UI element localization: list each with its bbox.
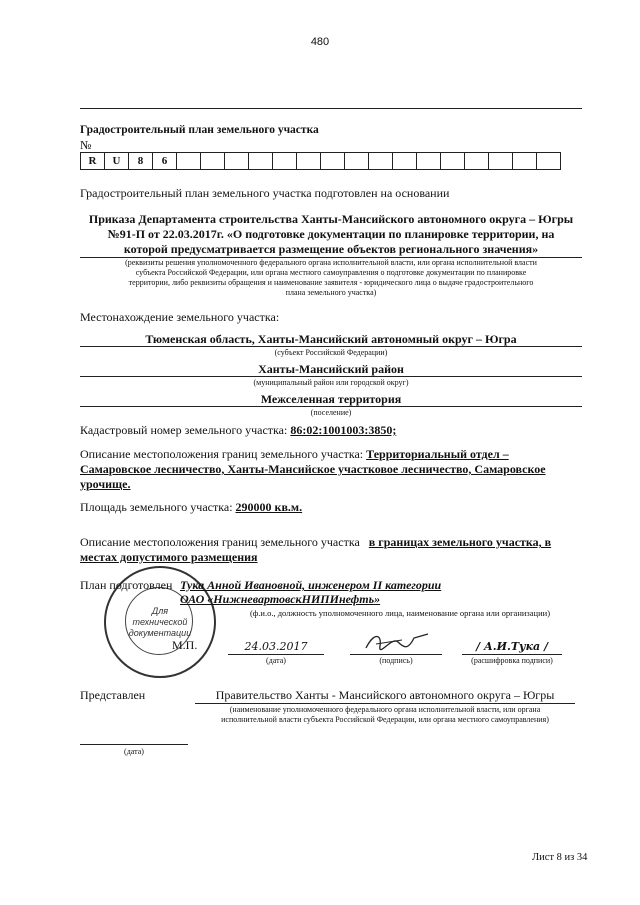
stamp-text-1: Для <box>151 606 169 616</box>
location-settlement: Межселенная территория <box>260 392 402 406</box>
plan-number-cell <box>177 153 201 170</box>
number-label: № <box>80 138 92 152</box>
basis-line-2: №91-П от 22.03.2017г. «О подготовке документации по планировке территории, на <box>107 227 555 241</box>
plan-number-cell: R <box>81 153 105 170</box>
basis-caption-1: (реквизиты решения уполномоченного федерального органа исполнительной власти, или органа исполнительной власти <box>125 258 537 267</box>
plan-number-row <box>81 153 561 170</box>
basis-line-3: которой предусматривается размещение объектов регионального значения» <box>123 242 539 256</box>
plan-number-cell <box>249 153 273 170</box>
cadastral-label: Кадастровый номер земельного участка: <box>80 423 288 437</box>
mp-label: М.П. <box>172 638 198 652</box>
document-title: Градостроительный план земельного участка <box>80 124 319 136</box>
boundaries-label: Описание местоположения границ земельного участка: <box>80 447 364 461</box>
basis-intro: Градостроительный план земельного участка подготовлен на основании <box>80 186 450 200</box>
presented-caption-1: (наименование уполномоченного федерального органа исполнительной власти, или органа <box>229 705 541 714</box>
boundaries-value-3: урочище. <box>80 477 131 491</box>
date-line <box>228 654 324 655</box>
decoding-value: / А.И.Тука / <box>475 640 549 653</box>
plan-number-cell <box>417 153 441 170</box>
signature-caption: (подпись) <box>379 656 413 665</box>
placement-label: Описание местоположения границ земельного участка <box>80 535 360 549</box>
district-rule <box>80 376 582 377</box>
plan-number-cell <box>345 153 369 170</box>
subject-caption: (субъект Российской Федерации) <box>274 348 388 357</box>
settlement-caption: (поселение) <box>310 408 352 417</box>
basis-caption-4: плана земельного участка) <box>285 288 377 297</box>
plan-number-cell <box>369 153 393 170</box>
decoding-caption: (расшифровка подписи) <box>471 656 553 665</box>
plan-number-table <box>80 152 561 170</box>
prepared-by-2: ОАО «НижневартовскНИПИнефть» <box>180 592 381 606</box>
plan-number-cell <box>489 153 513 170</box>
page-number: 480 <box>310 36 330 48</box>
prepared-by-1: Тука Анной Ивановной, инженером II категории <box>180 578 442 592</box>
presented-date-line <box>80 744 188 745</box>
area-label: Площадь земельного участка: <box>80 500 233 514</box>
plan-number-cell <box>537 153 561 170</box>
plan-number-cell: 8 <box>129 153 153 170</box>
plan-number-cell <box>465 153 489 170</box>
plan-number-cell <box>201 153 225 170</box>
district-caption: (муниципальный район или городской округ) <box>253 378 409 387</box>
location-district: Ханты-Мансийский район <box>258 362 404 376</box>
plan-number-cell <box>321 153 345 170</box>
basis-caption-3: территории, либо реквизиты обращения и наименование заявителя - юридического лица о выдаче градостроительного <box>128 278 534 287</box>
plan-number-cell <box>225 153 249 170</box>
plan-number-cell <box>273 153 297 170</box>
plan-number-cell <box>441 153 465 170</box>
cadastral-value: 86:02:1001003:3850; <box>290 423 397 437</box>
placement-value-2: местах допустимого размещения <box>80 550 258 564</box>
prepared-by-caption: (ф.и.о., должность уполномоченного лица, наименование органа или организации) <box>249 608 551 618</box>
prepared-label: План подготовлен <box>80 578 173 592</box>
date-value: 24.03.2017 <box>244 640 308 653</box>
location-subject: Тюменская область, Ханты-Мансийский автономный округ – Югра <box>145 332 517 346</box>
basis-caption <box>80 258 582 298</box>
presented-label: Представлен <box>80 688 146 702</box>
settlement-rule <box>80 406 582 407</box>
presented-caption <box>180 705 590 725</box>
presented-date-caption: (дата) <box>124 747 144 756</box>
stamp-text-2: технической <box>132 617 188 627</box>
presented-rule <box>195 703 575 704</box>
subject-rule <box>80 346 582 347</box>
stamp-text-3: документации <box>128 628 192 638</box>
top-rule <box>80 108 582 109</box>
stamp-text <box>116 606 204 639</box>
area-value: 290000 кв.м. <box>235 500 303 514</box>
area-row <box>80 500 302 515</box>
boundaries-value-2: Самаровское лесничество, Ханты-Мансийское участковое лесничество, Самаровское <box>80 462 546 476</box>
placement-row <box>80 535 551 550</box>
placement-value-1: в границах земельного участка, в <box>368 535 552 549</box>
presented-caption-2: исполнительной власти субъекта Российской Федерации, или органа местного самоуправления) <box>221 715 549 724</box>
sheet-counter: Лист 8 из 34 <box>532 852 588 863</box>
plan-number-cell <box>513 153 537 170</box>
basis-line-1: Приказа Департамента строительства Ханты-Мансийского автономного округа – Югры <box>88 212 574 226</box>
plan-number-cell <box>393 153 417 170</box>
plan-number-cell <box>297 153 321 170</box>
handwritten-signature <box>362 628 432 656</box>
basis-caption-2: субъекта Российской Федерации, или органа местного самоуправления о подготовке документации по планировке <box>135 268 527 277</box>
date-caption: (дата) <box>266 656 286 665</box>
plan-number-cell: 6 <box>153 153 177 170</box>
cadastral-row <box>80 423 396 438</box>
presented-value: Правительство Ханты - Мансийского автономного округа – Югры <box>215 688 555 702</box>
boundaries-row <box>80 447 509 462</box>
boundaries-value-1: Территориальный отдел – <box>366 447 509 461</box>
decoding-line <box>462 654 562 655</box>
plan-number-cell: U <box>105 153 129 170</box>
location-label: Местонахождение земельного участка: <box>80 310 280 324</box>
